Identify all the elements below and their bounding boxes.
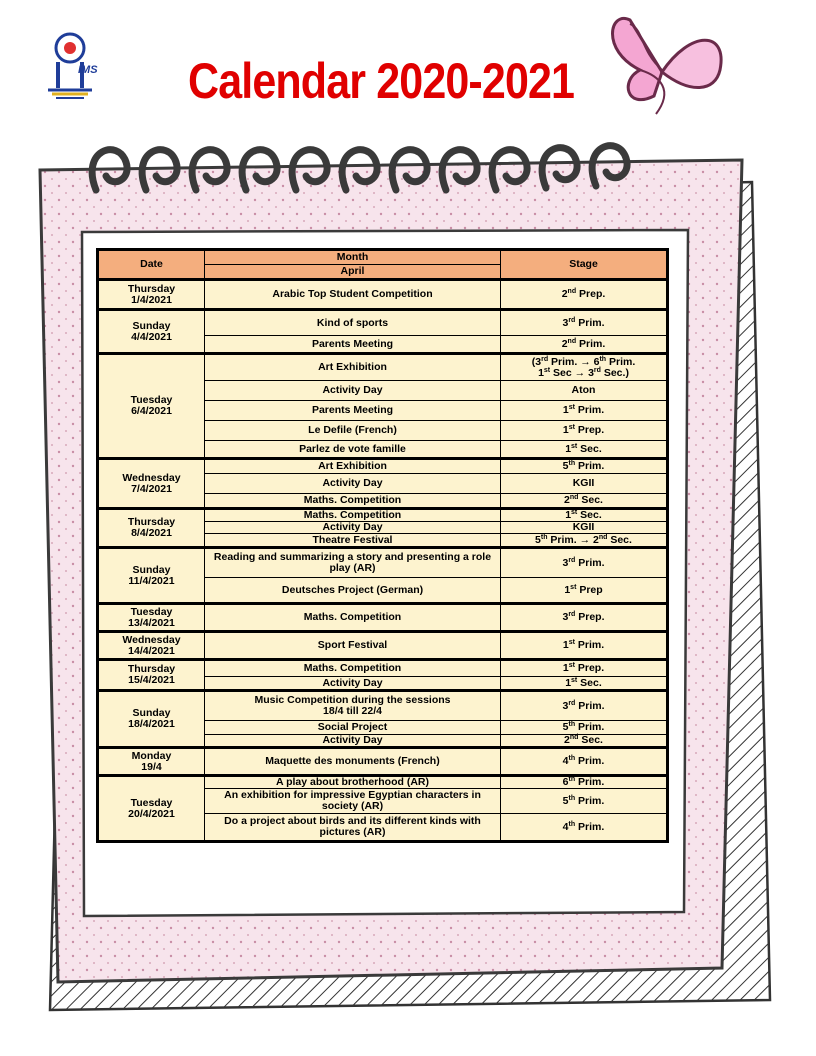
date-cell: Sunday 11/4/2021 bbox=[98, 548, 205, 604]
stage-cell: 1st Prep bbox=[501, 578, 668, 604]
date-cell: Thursday 15/4/2021 bbox=[98, 660, 205, 691]
activity-cell: Do a project about birds and its different kinds with pictures (AR) bbox=[205, 814, 501, 842]
date-cell: Sunday 4/4/2021 bbox=[98, 310, 205, 354]
activity-cell: Maths. Competition bbox=[205, 494, 501, 509]
activity-cell: Art Exhibition bbox=[205, 459, 501, 474]
table-row bbox=[98, 748, 668, 776]
activity-cell: Arabic Top Student Competition bbox=[205, 280, 501, 310]
activity-cell: Music Competition during the sessions 18/4 till 22/4 bbox=[205, 691, 501, 721]
date-cell: Tuesday 13/4/2021 bbox=[98, 604, 205, 632]
activity-cell: Maths. Competition bbox=[205, 509, 501, 522]
stage-cell: 1st Prim. bbox=[562, 639, 605, 651]
activity-cell: Activity Day bbox=[205, 522, 501, 534]
stage-cell: Aton bbox=[501, 381, 668, 401]
stage-cell: 1st Prim. bbox=[501, 401, 668, 421]
stage-cell: 4th Prim. bbox=[562, 755, 605, 767]
activity-cell: Deutsches Project (German) bbox=[205, 578, 501, 604]
stage-cell: 3rd Prim. bbox=[562, 316, 605, 329]
activity-cell: Parents Meeting bbox=[205, 401, 501, 421]
stage-cell: 1st Sec. bbox=[565, 509, 602, 521]
activity-cell: Parlez de vote famille bbox=[205, 441, 501, 459]
date-cell: Wednesday 14/4/2021 bbox=[98, 632, 205, 660]
table-row bbox=[98, 776, 668, 789]
header-month bbox=[205, 250, 501, 280]
date-group bbox=[98, 748, 668, 776]
stage-cell: 3rd Prim. bbox=[562, 556, 605, 569]
date-cell: Monday 19/4 bbox=[98, 748, 205, 776]
date-group bbox=[98, 776, 668, 842]
activity-cell: Reading and summarizing a story and presenting a role play (AR) bbox=[205, 548, 501, 578]
activity-cell: Activity Day bbox=[205, 474, 501, 494]
date-group bbox=[98, 691, 668, 748]
stage-cell: 2nd Prim. bbox=[501, 336, 668, 354]
table-row bbox=[98, 459, 668, 474]
table-row bbox=[98, 548, 668, 578]
activity-cell: Maths. Competition bbox=[205, 660, 501, 677]
stage-cell: 2nd Prep. bbox=[561, 288, 606, 300]
activity-cell: Activity Day bbox=[205, 677, 501, 691]
butterfly-icon bbox=[600, 10, 732, 132]
table-row bbox=[98, 310, 668, 336]
date-cell: Tuesday 20/4/2021 bbox=[98, 776, 205, 842]
logo-text: IMS bbox=[78, 64, 98, 76]
stage-cell: 3rd Prep. bbox=[562, 611, 605, 623]
date-group bbox=[98, 459, 668, 509]
stage-cell: 1st Prep. bbox=[562, 662, 605, 674]
activity-cell: Sport Festival bbox=[205, 632, 501, 660]
stage-cell: 5th Prim. bbox=[501, 721, 668, 735]
date-group bbox=[98, 632, 668, 660]
activity-cell: Art Exhibition bbox=[205, 354, 501, 381]
stage-cell: 1st Prep. bbox=[501, 421, 668, 441]
stage-cell: (3rd Prim. → 6th Prim. 1st Sec → 3rd Sec.) bbox=[531, 355, 636, 379]
stage-cell: KGII bbox=[501, 522, 668, 534]
activity-cell: Maquette des monuments (French) bbox=[205, 748, 501, 776]
table-row bbox=[98, 632, 668, 660]
activity-cell: Parents Meeting bbox=[205, 336, 501, 354]
table-row bbox=[98, 604, 668, 632]
activity-cell: Kind of sports bbox=[205, 310, 501, 336]
activity-cell: Theatre Festival bbox=[205, 534, 501, 548]
header-stage: Stage bbox=[501, 250, 668, 280]
date-cell: Thursday 1/4/2021 bbox=[98, 280, 205, 310]
stage-cell: 3rd Prim. bbox=[562, 699, 605, 712]
page-title: Calendar 2020-2021 bbox=[188, 53, 575, 109]
table-row bbox=[98, 354, 668, 381]
date-cell: Sunday 18/4/2021 bbox=[98, 691, 205, 748]
date-cell: Wednesday 7/4/2021 bbox=[98, 459, 205, 509]
table-row bbox=[98, 691, 668, 721]
stage-cell: 1st Sec. bbox=[501, 677, 668, 691]
date-group bbox=[98, 310, 668, 354]
date-group bbox=[98, 354, 668, 459]
stage-cell: 2nd Sec. bbox=[501, 735, 668, 748]
activity-cell: Maths. Competition bbox=[205, 604, 501, 632]
date-group bbox=[98, 280, 668, 310]
stage-cell: 2nd Sec. bbox=[501, 494, 668, 509]
stage-cell: KGII bbox=[501, 474, 668, 494]
date-group bbox=[98, 604, 668, 632]
date-group bbox=[98, 509, 668, 548]
stage-cell: 5th Prim. → 2nd Sec. bbox=[501, 534, 668, 548]
date-group bbox=[98, 548, 668, 604]
stage-cell: 1st Sec. bbox=[501, 441, 668, 459]
activity-cell: Activity Day bbox=[205, 381, 501, 401]
activity-cell: Social Project bbox=[205, 721, 501, 735]
table-row bbox=[98, 509, 668, 522]
table-row bbox=[98, 660, 668, 677]
activity-cell: Activity Day bbox=[205, 735, 501, 748]
header-month-label: Month bbox=[205, 251, 500, 265]
activity-cell: A play about brotherhood (AR) bbox=[205, 776, 501, 789]
stage-cell: 6th Prim. bbox=[562, 776, 605, 788]
date-cell: Thursday 8/4/2021 bbox=[98, 509, 205, 548]
activity-cell: Le Defile (French) bbox=[205, 421, 501, 441]
header-month-value: April bbox=[340, 265, 365, 277]
header-date: Date bbox=[98, 250, 205, 280]
stage-cell: 4th Prim. bbox=[501, 814, 668, 842]
stage-cell: 5th Prim. bbox=[562, 460, 605, 472]
table-row bbox=[98, 280, 668, 310]
date-cell: Tuesday 6/4/2021 bbox=[98, 354, 205, 459]
date-group bbox=[98, 660, 668, 691]
activity-cell: An exhibition for impressive Egyptian characters in society (AR) bbox=[205, 789, 501, 814]
calendar-table bbox=[96, 248, 669, 843]
stage-cell: 5th Prim. bbox=[501, 789, 668, 814]
